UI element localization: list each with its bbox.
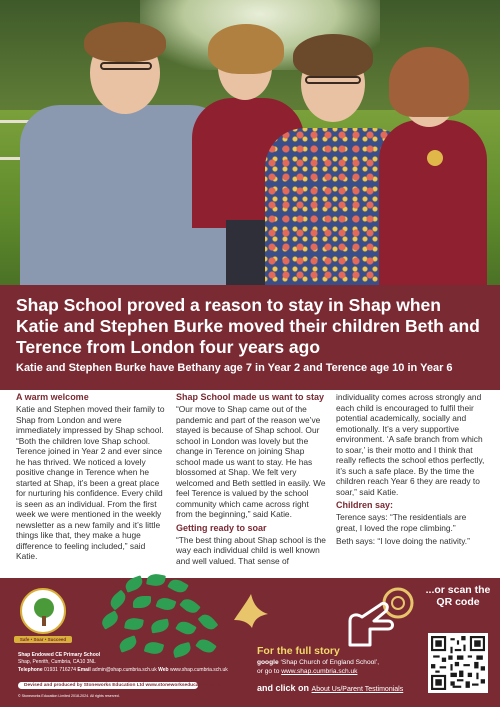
web-address[interactable]: www.shap.cumbria.sch.uk (169, 667, 228, 673)
paragraph-ready-to-soar: “The best thing about Shap school is the way each individual child is well known and well valued. That sense of (176, 534, 326, 566)
heading-made-us-stay: Shap School made us want to stay (176, 392, 325, 402)
headline: Shap School proved a reason to stay in Shap when Katie and Stephen Burke moved their children Beth and Terence from London four years ago (16, 295, 480, 357)
heading-warm-welcome: A warm welcome (16, 392, 89, 402)
click-on-text: and click on (257, 683, 310, 693)
column-1 (16, 392, 166, 569)
click-on-line (257, 683, 403, 693)
story-google-line (257, 659, 379, 667)
hero-photo (0, 0, 500, 285)
parent-testimonials-link[interactable]: About Us/Parent Testimonials (311, 686, 404, 693)
column-2 (176, 392, 326, 569)
scan-qr-text: ...or scan the QR code (425, 584, 491, 608)
full-story-title: For the full story (257, 645, 340, 657)
person-beth (375, 45, 490, 285)
telephone-number[interactable]: 01931 716274 (44, 667, 77, 673)
email-label: Email (77, 667, 91, 673)
article-columns (16, 392, 486, 569)
quote-terence: Terence says: “The residentials are great, I loved the rope climbing.” (336, 512, 467, 533)
quote-beth: Beth says: “I love doing the nativity.” (336, 536, 470, 546)
subheadline: Katie and Stephen Burke have Bethany age 7 in Year 2 and Terence age 10 in Year 6 (16, 362, 453, 374)
bird-icon (230, 590, 272, 632)
qr-code[interactable] (428, 633, 488, 693)
web-label: Web (158, 667, 169, 673)
printed-by-badge[interactable]: Devised and produced by Stoneworks Education Ltd www.stoneworkseducation.co.uk (18, 682, 198, 689)
story-url-line (257, 668, 357, 676)
logo-ribbon-text: Safe • Soar • Succeed (19, 637, 67, 642)
pointing-hand-icon (340, 585, 420, 650)
telephone-label: Telephone (18, 667, 43, 673)
school-logo (20, 588, 66, 634)
google-query: ‘Shap Church of England School’, (280, 659, 380, 666)
email-address[interactable]: admin@shap.cumbria.sch.uk (92, 667, 157, 673)
title-band (0, 285, 500, 390)
paragraph-warm-welcome: Katie and Stephen moved their family to Shap from London and were immediately impressed by Shap school. “Both the children love Shap school. Terence joined in Year 2 and ever since he has thrived. We noticed a lovely positive change in Terence when he started at Shap, it’s been a great place for nurturing his confidence. Every child is seen as an individual. From the first week we were mentioned in the weekly newsletter as a new family and it’s little things like that, they make a huge difference to feeling included,” said Katie. (16, 404, 165, 561)
school-website-link[interactable]: www.shap.cumbria.sch.uk (281, 668, 358, 675)
paragraph-made-us-stay: “Our move to Shap came out of the pandemic and part of the reason we’ve stayed is because of Shap school. Our school in London was lovely but the change in Terence on joining Shap school made us want to stay. He has blossomed at Shap. We felt very welcomed and Beth settled in easily. We feel Terence is valued by the school community which came across right from the beginning,” said Katie. (176, 404, 326, 519)
school-name: Shap Endowed CE Primary School (18, 652, 101, 658)
tree-trunk (42, 616, 46, 626)
school-contact (18, 667, 228, 673)
school-address: Shap, Penrith, Cumbria, CA10 3NL (18, 659, 96, 665)
google-label: google (257, 659, 279, 666)
heading-ready-to-soar: Getting ready to soar (176, 522, 267, 533)
or-go-to-text: or go to (257, 668, 280, 675)
paragraph-individuality: individuality comes across strongly and each child is encouraged to fulfil their potential academically, socially and emotionally. It’s a very supportive environment. ‘A safe branch from which to soar,’ is their motto and I think that really reflects the school ethos perfectly, it’s such a safe place. By the time the children reach Year 6 they are ready to soar,” said Katie. (336, 392, 485, 497)
heading-children-say: Children say: (336, 500, 394, 510)
copyright-notice: © Stoneworks Education Limited 2018-2024. All rights reserved. (18, 694, 120, 698)
column-3 (336, 392, 486, 569)
leaves-icon (95, 572, 235, 667)
tree-icon (34, 598, 54, 618)
